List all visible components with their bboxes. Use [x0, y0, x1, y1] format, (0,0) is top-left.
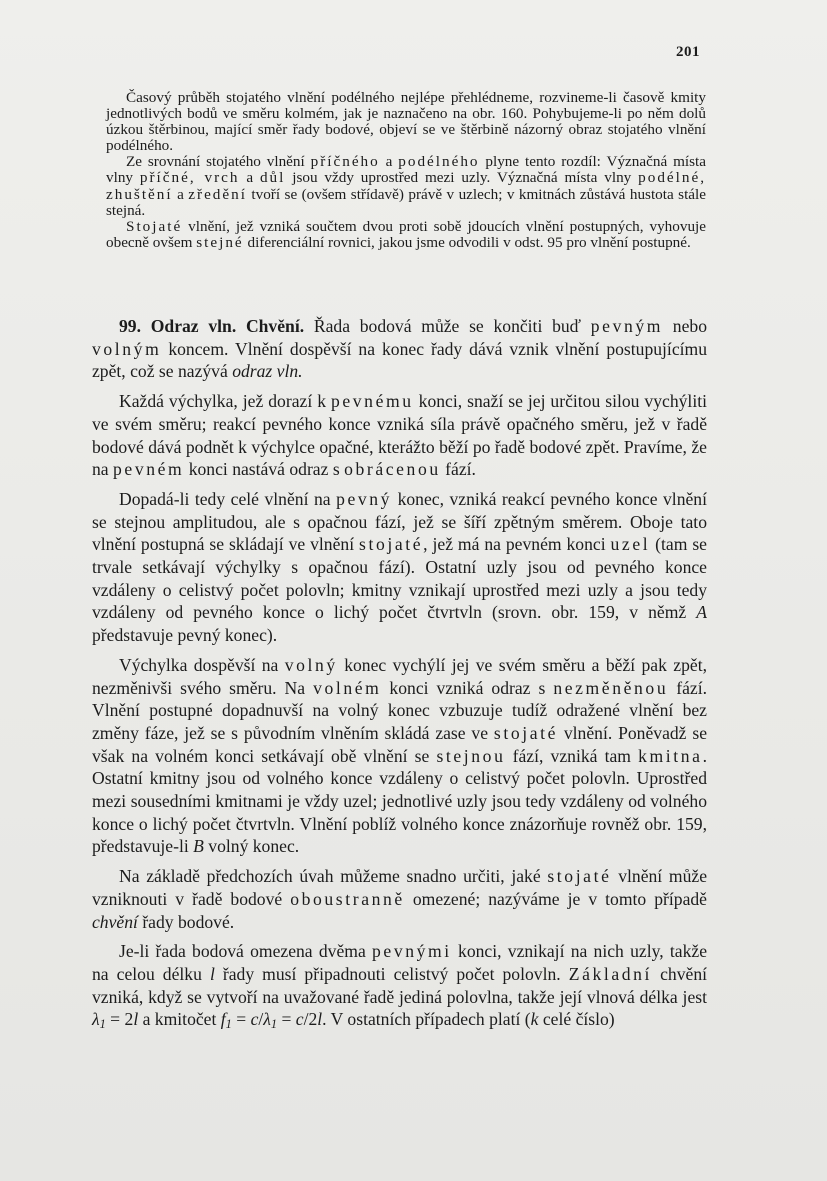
paragraph-free-end-reflection: Výchylka dospěvší na volný konec vychýlí jej ve svém směru a běží pak zpět, nezměnivši svého směru. Na volném konci vzniká odraz s nezměněnou fází. Vlnění postupné dopadnuvší na volný konec vzbuzuje tudíž odražené vlnění bez změny fáze, jež se s původním vlněním skládá zase ve stojaté vlnění. Poněvadž se však na volném konci setkávají obě vlnění se stejnou fází, vzniká tam kmitna. Ostatní kmitny jsou od volného konce vzdáleny o celistvý počet polovln. Uprostřed mezi sousedními kmitnami je vždy uzel; jednotlivé uzly jsou tedy vzdáleny od volného konce o lichý počet čtvrtvln. Vlnění poblíž volného konce znázorňuje rovněž obr. 159, představuje-li B volný konec. [92, 654, 708, 857]
section-number: 99. [119, 316, 141, 336]
paragraph-transverse-longitudinal-comparison: Ze srovnání stojatého vlnění příčného a podélného plyne tento rozdíl: Význačná místa vlny příčné, vrch a důl jsou vždy uprostřed mezi uzly. Význačná místa vlny podélné, zhuštění a zředění tvoří se (ovšem střídavě) právě v uzlech; v kmitnách zůstává hustota stále stejná. [106, 153, 706, 219]
section-title: Odraz vln. Chvění. [150, 316, 305, 336]
paragraph-vibration-definition: Na základě předchozích úvah můžeme snadno určiti, jaké stojaté vlnění může vzniknouti v řadě bodové oboustranně omezené; nazýváme je v tomto případě chvění řady bodové. [92, 866, 707, 932]
paragraph-fixed-ends-vibration: Je-li řada bodová omezena dvěma pevnými konci, vznikají na nich uzly, takže na celou délku l řady musí připadnouti celistvý počet polovln. Základní chvění vzniká, když se vytvoří na uvažované řadě jediná polovlna, takže její vlnová délka jest $\lambda_1 = 2l$ a kmitočet $f_1 = c/\lambda_1 = c/2l$. V ostatních případech platí (k celé číslo) [92, 941, 708, 1032]
paragraph-fixed-end-reflection: Každá výchylka, jež dorazí k pevnému konci, snaží se jej určitou silou vychýliti ve svém směru; reakcí pevného konce vzniká síla právě opačného směru, jež v řadě bodové dává podnět k výchylce opačné, kterážto běží po řadě bodové zpět. Pravíme, že na pevném konci nastává odraz s obrácenou fází. [92, 391, 707, 480]
small-print-block [106, 90, 706, 251]
paragraph-standing-wave-time-course: Časový průběh stojatého vlnění podélného nejlépe přehlédneme, rozvineme-li časově kmity jednotlivých bodů ve směru kolmém, jak je naznačeno na obr. 160. Pohybujeme-li po něm dolů úzkou štěrbinou, mající směr řady bodové, objeví se ve štěrbině názorný obraz stojatého vlnění podélného. [106, 89, 706, 155]
page-number: 201 [676, 44, 700, 60]
formula-frequency: $f_1$ [220, 1009, 232, 1032]
paragraph-fixed-end-standing-wave: Dopadá-li tedy celé vlnění na pevný konec, vzniká reakcí pevného konce vlnění se stejnou amplitudou, ale s opačnou fází, jež se šíří zpětným směrem. Oboje tato vlnění postupná se skládají ve vlnění stojaté, jež má na pevném konci uzel (tam se trvale setkávají výchylky s opačnou fází). Ostatní uzly jsou od pevného konce vzdáleny o celistvý počet polovln; kmitny vznikají uprostřed mezi uzly a jsou tedy vzdáleny od pevného konce o lichý počet čtvrtvln (srovn. obr. 159, v němž A představuje pevný konec). [92, 488, 707, 646]
main-text-block [92, 315, 707, 1038]
paragraph-standing-wave-equation: Stojaté vlnění, jež vzniká součtem dvou proti sobě jdoucích vlnění postupných, vyhovuje obecně ovšem stejné diferenciální rovnici, jakou jsme odvodili v odst. 95 pro vlnění postupné. [106, 217, 706, 251]
formula-lambda: $\lambda_1$ [92, 1009, 106, 1032]
section-heading-paragraph: 99. Odraz vln. Chvění. Řada bodová může se končiti buď pevným nebo volným koncem. Vlnění dospěvší na konec řady dává vznik vlnění postupujícímu zpět, což se nazývá odraz vln. [92, 316, 707, 382]
